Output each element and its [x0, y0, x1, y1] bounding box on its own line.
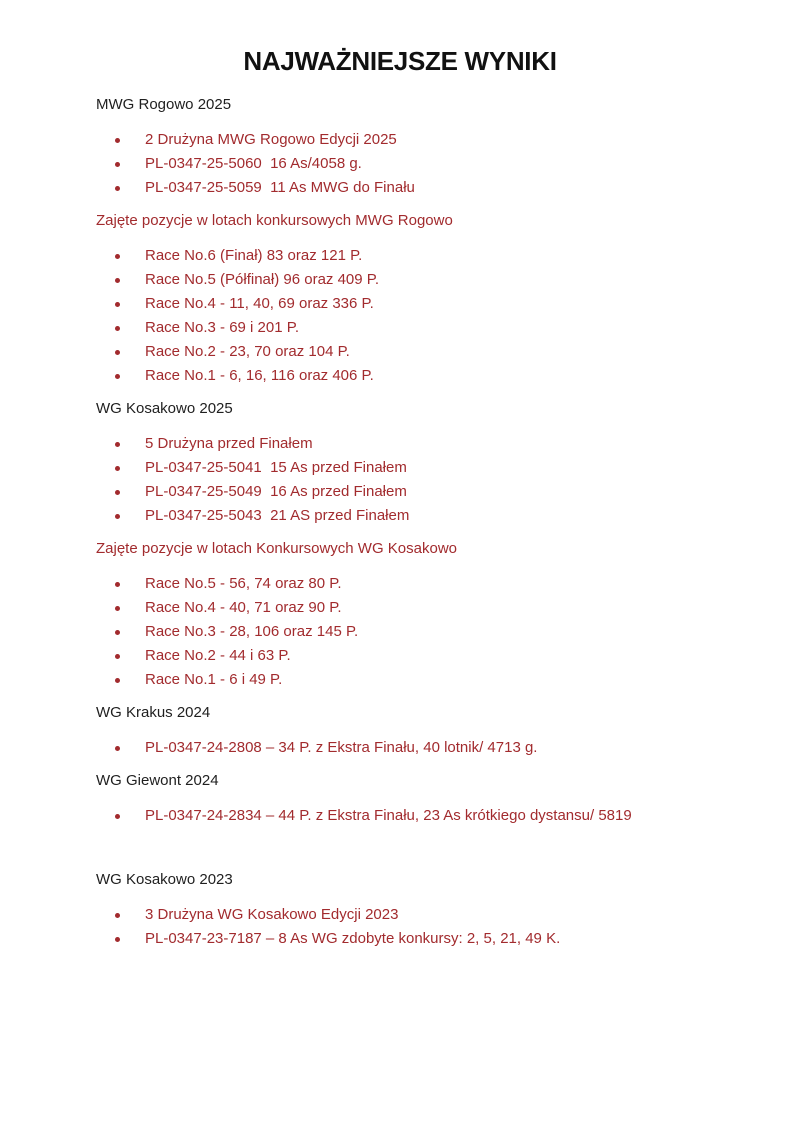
section-heading: WG Kosakowo 2023	[96, 871, 233, 888]
result-list	[96, 804, 704, 828]
bullet-icon	[115, 374, 120, 379]
section-heading: Zajęte pozycje w lotach konkursowych MWG Rogowo	[96, 212, 453, 229]
list-item	[96, 927, 704, 951]
list-item	[96, 268, 704, 292]
bullet-icon	[115, 326, 120, 331]
list-item	[96, 316, 704, 340]
bullet-icon	[115, 606, 120, 611]
list-item-text: Race No.3 - 28, 106 oraz 145 P.	[145, 623, 359, 640]
list-item	[96, 620, 704, 644]
bullet-icon	[115, 350, 120, 355]
list-item-text: 3 Drużyna WG Kosakowo Edycji 2023	[145, 906, 399, 923]
section-heading: WG Kosakowo 2025	[96, 400, 233, 417]
list-item-text: Race No.2 - 44 i 63 P.	[145, 647, 291, 664]
result-list	[96, 572, 704, 692]
bullet-icon	[115, 302, 120, 307]
page-title: NAJWAŻNIEJSZE WYNIKI	[243, 46, 557, 76]
bullet-icon	[115, 138, 120, 143]
list-item	[96, 340, 704, 364]
list-item-text: Race No.5 (Półfinał) 96 oraz 409 P.	[145, 271, 380, 288]
bullet-icon	[115, 814, 120, 819]
list-item	[96, 244, 704, 268]
section-pozycje-mwg-rogowo	[96, 209, 704, 388]
result-list	[96, 244, 704, 388]
list-item	[96, 456, 704, 480]
list-item	[96, 668, 704, 692]
bullet-icon	[115, 913, 120, 918]
section-heading: WG Krakus 2024	[96, 704, 211, 721]
list-item	[96, 504, 704, 528]
bullet-icon	[115, 582, 120, 587]
section-heading: WG Giewont 2024	[96, 772, 219, 789]
bullet-icon	[115, 442, 120, 447]
list-item-text: PL-0347-24-2834 – 44 P. z Ekstra Finału, 23 As krótkiego dystansu/ 5819	[145, 807, 632, 824]
list-item-text: PL-0347-25-5059 11 As MWG do Finału	[145, 179, 415, 196]
bullet-icon	[115, 466, 120, 471]
section-pozycje-wg-kosakowo	[96, 537, 704, 692]
list-item-text: PL-0347-25-5049 16 As przed Finałem	[145, 483, 407, 500]
list-item	[96, 903, 704, 927]
result-list	[96, 128, 704, 200]
list-item-text: Race No.6 (Finał) 83 oraz 121 P.	[145, 247, 363, 264]
list-item	[96, 804, 704, 828]
list-item-text: Race No.4 - 40, 71 oraz 90 P.	[145, 599, 342, 616]
list-item-text: PL-0347-25-5060 16 As/4058 g.	[145, 155, 362, 172]
list-item	[96, 572, 704, 596]
bullet-icon	[115, 254, 120, 259]
list-item-text: PL-0347-23-7187 – 8 As WG zdobyte konkursy: 2, 5, 21, 49 K.	[145, 930, 561, 947]
list-item-text: Race No.4 - 11, 40, 69 oraz 336 P.	[145, 295, 374, 312]
bullet-icon	[115, 490, 120, 495]
list-item-text: Race No.1 - 6 i 49 P.	[145, 671, 283, 688]
section-wg-krakus-2024	[96, 701, 704, 760]
bullet-icon	[115, 654, 120, 659]
section-wg-kosakowo-2023	[96, 868, 704, 951]
bullet-icon	[115, 678, 120, 683]
section-mwg-rogowo-2025	[96, 93, 704, 200]
list-item-text: Race No.5 - 56, 74 oraz 80 P.	[145, 575, 342, 592]
list-item-text: Race No.2 - 23, 70 oraz 104 P.	[145, 343, 350, 360]
list-item	[96, 432, 704, 456]
list-item	[96, 128, 704, 152]
bullet-icon	[115, 162, 120, 167]
list-item	[96, 480, 704, 504]
list-item	[96, 736, 704, 760]
list-item-text: Race No.3 - 69 i 201 P.	[145, 319, 299, 336]
section-wg-giewont-2024	[96, 769, 704, 828]
section-wg-kosakowo-2025	[96, 397, 704, 528]
list-item-text: PL-0347-25-5043 21 AS przed Finałem	[145, 507, 410, 524]
result-list	[96, 903, 704, 951]
bullet-icon	[115, 630, 120, 635]
list-item	[96, 596, 704, 620]
bullet-icon	[115, 937, 120, 942]
list-item	[96, 176, 704, 200]
bullet-icon	[115, 746, 120, 751]
result-list	[96, 432, 704, 528]
list-item-text: 5 Drużyna przed Finałem	[145, 435, 313, 452]
list-item	[96, 644, 704, 668]
bullet-icon	[115, 186, 120, 191]
result-list	[96, 736, 704, 760]
list-item-text: Race No.1 - 6, 16, 116 oraz 406 P.	[145, 367, 374, 384]
list-item-text: PL-0347-25-5041 15 As przed Finałem	[145, 459, 407, 476]
section-heading: MWG Rogowo 2025	[96, 96, 232, 113]
bullet-icon	[115, 278, 120, 283]
bullet-icon	[115, 514, 120, 519]
list-item-text: PL-0347-24-2808 – 34 P. z Ekstra Finału, 40 lotnik/ 4713 g.	[145, 739, 538, 756]
section-heading: Zajęte pozycje w lotach Konkursowych WG Kosakowo	[96, 540, 457, 557]
list-item	[96, 152, 704, 176]
list-item	[96, 364, 704, 388]
list-item	[96, 292, 704, 316]
list-item-text: 2 Drużyna MWG Rogowo Edycji 2025	[145, 131, 397, 148]
